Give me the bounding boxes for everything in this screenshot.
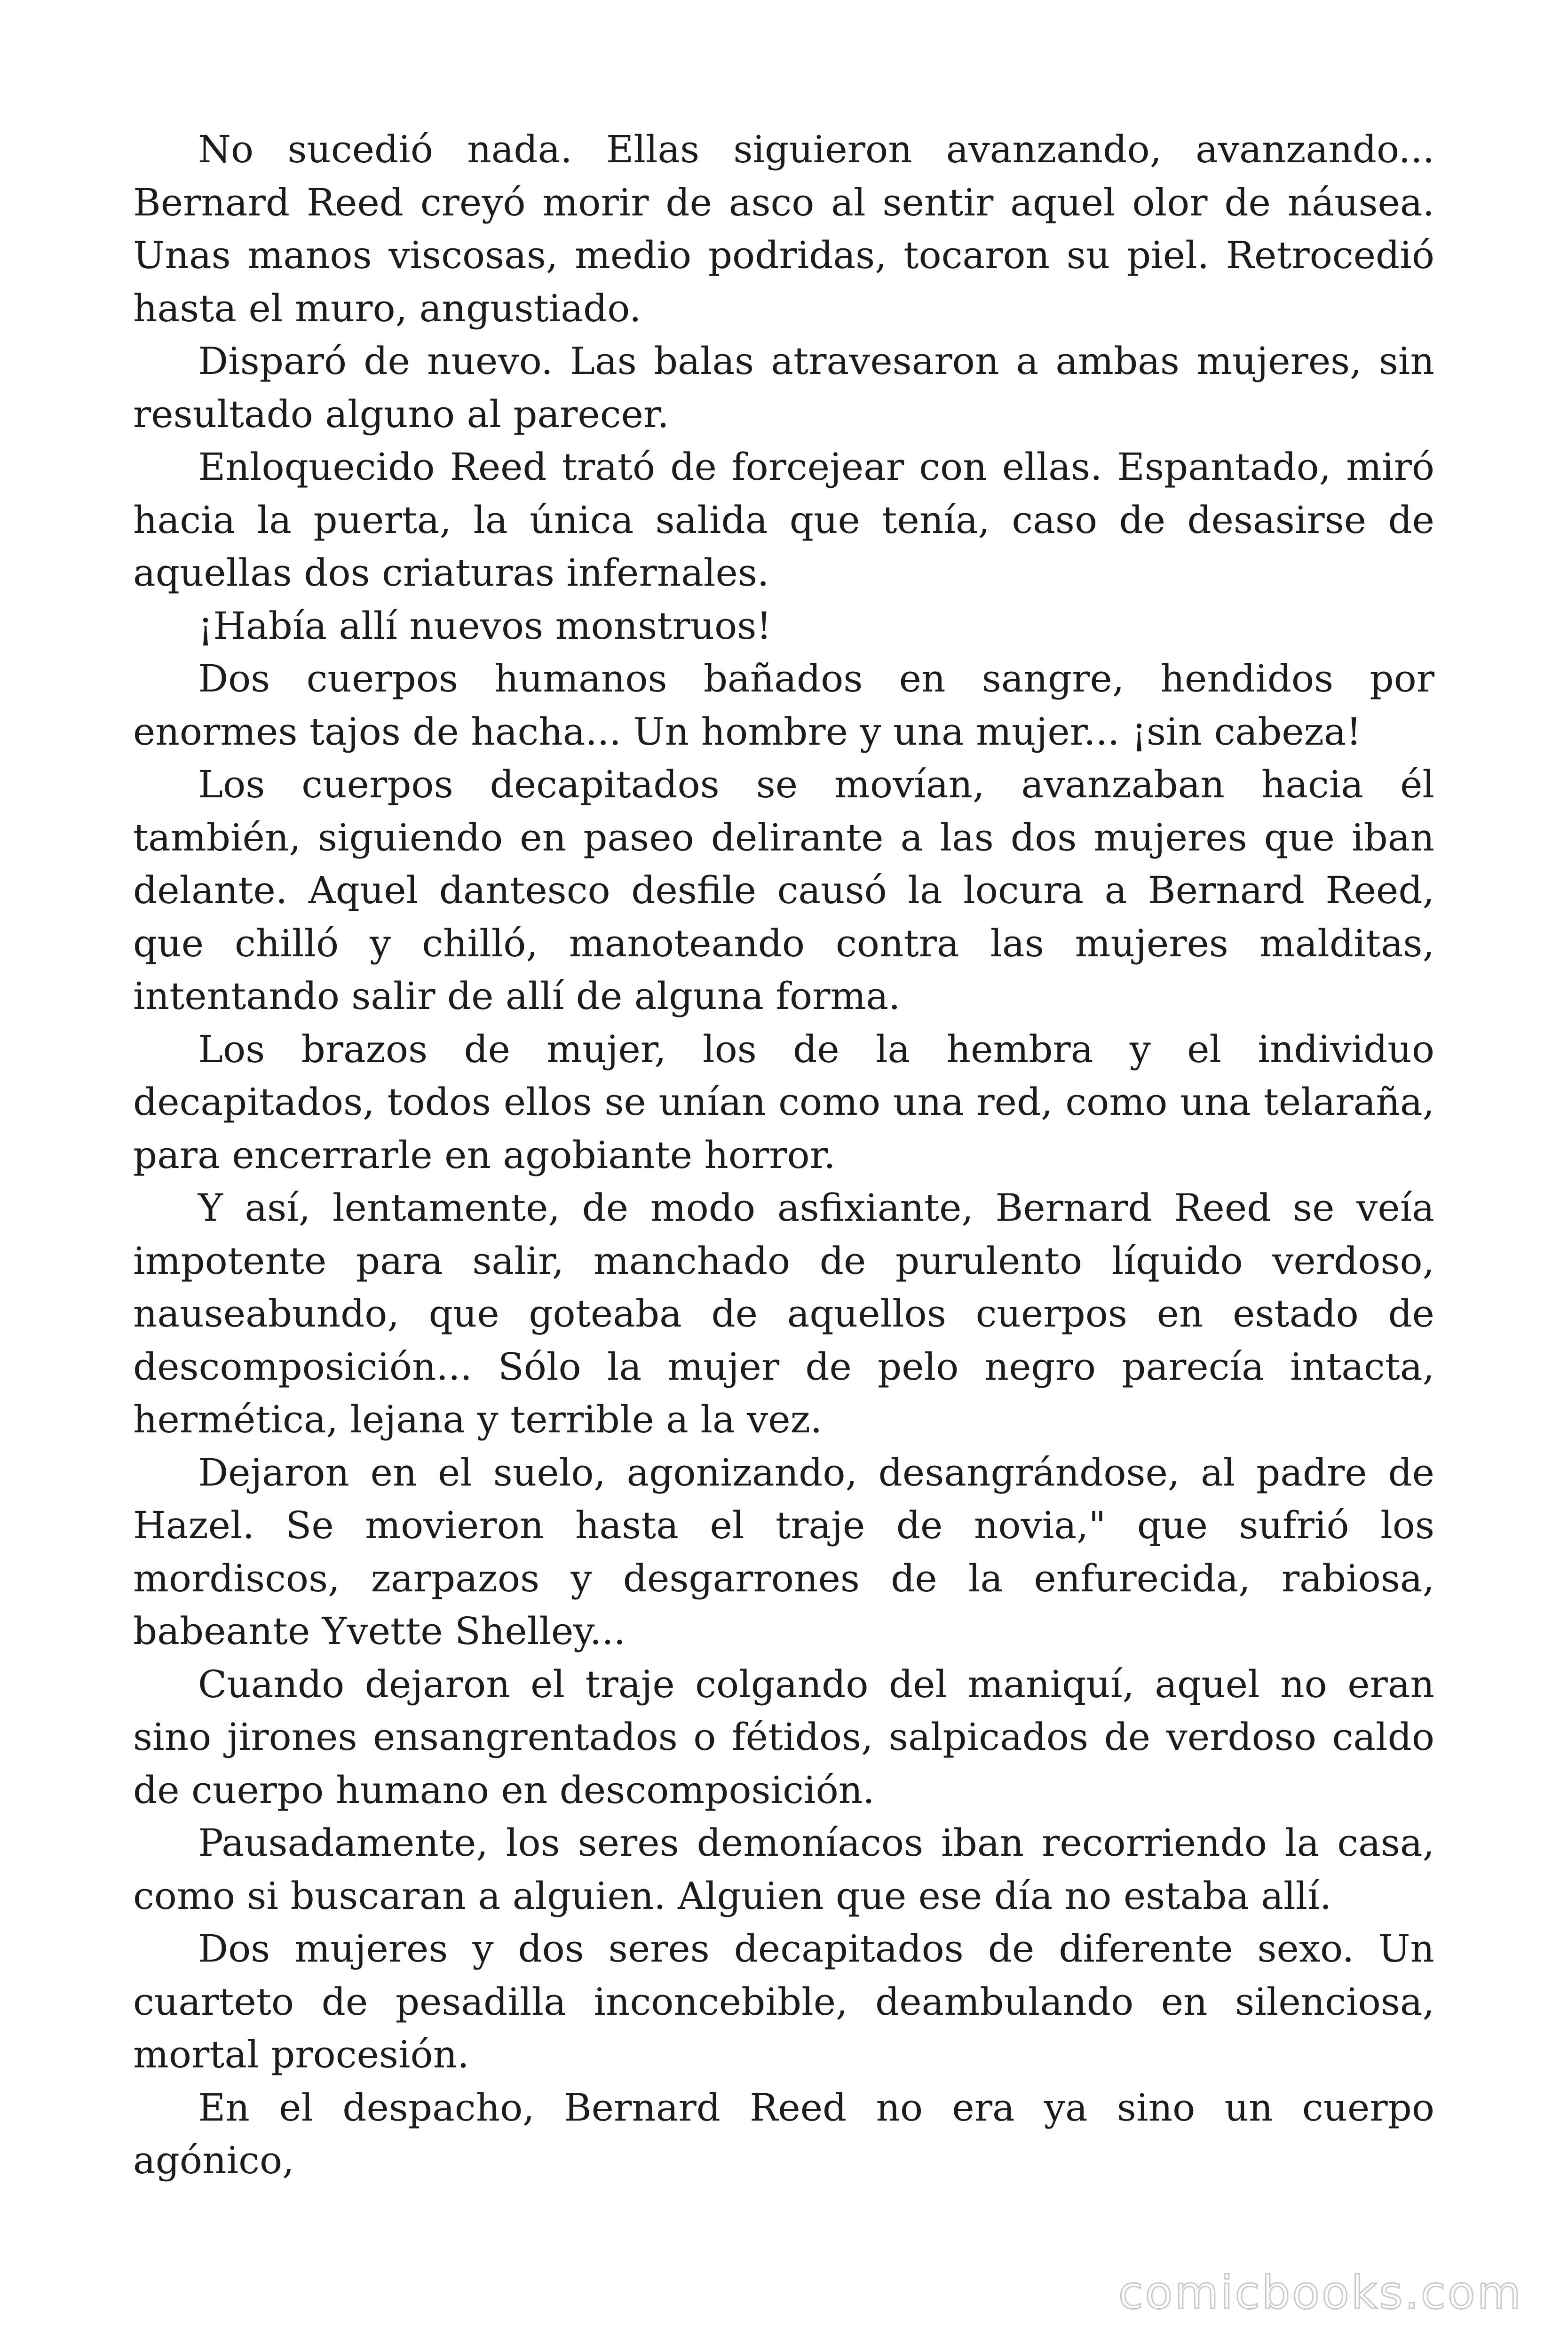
paragraph: Pausadamente, los seres demoníacos iban recorriendo la casa, como si buscaran a alguien. Alguien que ese día no estaba allí. <box>133 1821 1434 1918</box>
paragraph: Dos cuerpos humanos bañados en sangre, hendidos por enormes tajos de hacha... Un hombre y una mujer... ¡sin cabeza! <box>133 657 1434 754</box>
paragraph: Disparó de nuevo. Las balas atravesaron a ambas mujeres, sin resultado alguno al parecer. <box>133 339 1434 436</box>
watermark: comicbooks.com <box>1118 2266 1523 2319</box>
paragraph: Enloquecido Reed trató de forcejear con ellas. Espantado, miró hacia la puerta, la única salida que tenía, caso de desasirse de aquellas dos criaturas infernales. <box>133 445 1434 595</box>
paragraph: Dos mujeres y dos seres decapitados de diferente sexo. Un cuarteto de pesadilla inconcebible, deambulando en silenciosa, mortal procesión. <box>133 1927 1434 2076</box>
body-text <box>133 123 1434 2187</box>
paragraph: Cuando dejaron el traje colgando del maniquí, aquel no eran sino jirones ensangrentados o fétidos, salpicados de verdoso caldo de cuerpo humano en descomposición. <box>133 1662 1434 1812</box>
paragraph: ¡Había allí nuevos monstruos! <box>198 604 772 648</box>
paragraph: Los cuerpos decapitados se movían, avanzaban hacia él también, siguiendo en paseo delirante a las dos mujeres que iban delante. Aquel dantesco desfile causó la locura a Bernard Reed, que chilló y chilló, manoteando contra las mujeres malditas, intentando salir de allí de alguna forma. <box>133 763 1434 1018</box>
paragraph: Los brazos de mujer, los de la hembra y el individuo decapitados, todos ellos se unían como una red, como una telaraña, para encerrarle en agobiante horror. <box>133 1027 1434 1177</box>
paragraph: Y así, lentamente, de modo asfixiante, Bernard Reed se veía impotente para salir, manchado de purulento líquido verdoso, nauseabundo, que goteaba de aquellos cuerpos en estado de descomposición... Sólo la mujer de pelo negro parecía intacta, hermética, lejana y terrible a la vez. <box>133 1186 1434 1441</box>
paragraph: No sucedió nada. Ellas siguieron avanzando, avanzando... Bernard Reed creyó morir de asco al sentir aquel olor de náusea. Unas manos viscosas, medio podridas, tocaron su piel. Retrocedió hasta el muro, angustiado. <box>133 127 1434 330</box>
paragraph: En el despacho, Bernard Reed no era ya sino un cuerpo agónico, <box>133 2085 1434 2182</box>
paragraph: Dejaron en el suelo, agonizando, desangrándose, al padre de Hazel. Se movieron hasta el traje de novia," que sufrió los mordiscos, zarpazos y desgarrones de la enfurecida, rabiosa, babeante Yvette Shelley... <box>133 1450 1434 1653</box>
